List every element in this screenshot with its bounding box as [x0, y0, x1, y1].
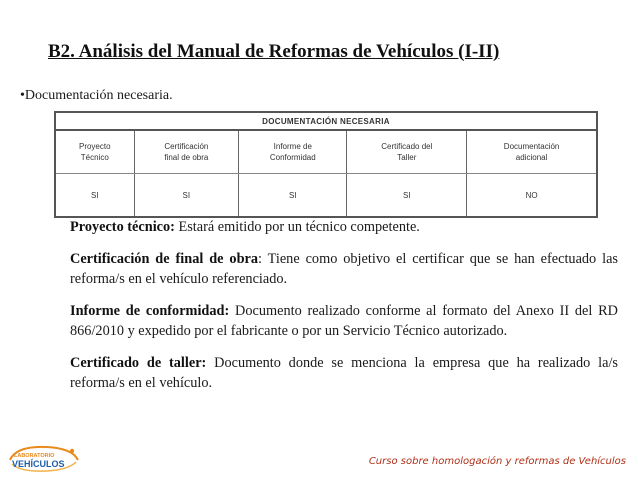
footer-course-title: Curso sobre homologación y reformas de Vehículos: [368, 456, 626, 467]
definition-certificado-taller: [70, 353, 618, 393]
definition-text: Estará emitido por un técnico competente.: [174, 219, 420, 235]
value-certificacion-final: SI: [134, 174, 239, 218]
table-header: DOCUMENTACIÓN NECESARIA: [55, 112, 597, 130]
value-documentacion-adicional: NO: [467, 174, 597, 218]
definition-text: Documento realizado conforme al formato del Anexo II del RD 866/2010 y expedido por el fabricante o por un Servicio Técnico autorizado.: [70, 303, 618, 339]
logo-line2: VEHÍCULOS: [12, 459, 65, 469]
definition-term: Proyecto técnico:: [70, 219, 175, 235]
column-proyecto-tecnico: Proyecto Técnico: [55, 130, 134, 174]
definition-certificacion-final: [70, 249, 618, 289]
definition-term: Informe de conformidad:: [70, 303, 230, 319]
documentation-table: [54, 111, 598, 218]
value-proyecto-tecnico: SI: [55, 174, 134, 218]
definition-informe-conformidad: [70, 301, 618, 341]
column-documentacion-adicional: Documentación adicional: [467, 130, 597, 174]
laboratorio-vehiculos-logo: [6, 442, 82, 474]
definitions-list: [70, 217, 618, 405]
column-informe-conformidad: Informe de Conformidad: [239, 130, 347, 174]
definition-term: Certificación de final de obra: [70, 251, 259, 267]
definition-text: : Tiene como objetivo el certificar que se han efectuado las reforma/s en el vehículo referenciado.: [70, 251, 618, 287]
slide-title: B2. Análisis del Manual de Reformas de Vehículos (I-II): [48, 41, 500, 62]
column-certificacion-final: Certificación final de obra: [134, 130, 239, 174]
definition-text: Documento donde se menciona la empresa que ha realizado la/s reforma/s en el vehículo.: [70, 355, 618, 391]
column-certificado-taller: Certificado del Taller: [347, 130, 467, 174]
value-informe-conformidad: SI: [239, 174, 347, 218]
definition-proyecto-tecnico: [70, 217, 618, 237]
table-columns-row: [55, 130, 597, 174]
logo-line1: LABORATORIO: [14, 453, 55, 459]
definition-term: Certificado de taller:: [70, 355, 207, 371]
value-certificado-taller: SI: [347, 174, 467, 218]
table-values-row: [55, 174, 597, 218]
bullet-documentacion: •Documentación necesaria.: [20, 88, 173, 103]
